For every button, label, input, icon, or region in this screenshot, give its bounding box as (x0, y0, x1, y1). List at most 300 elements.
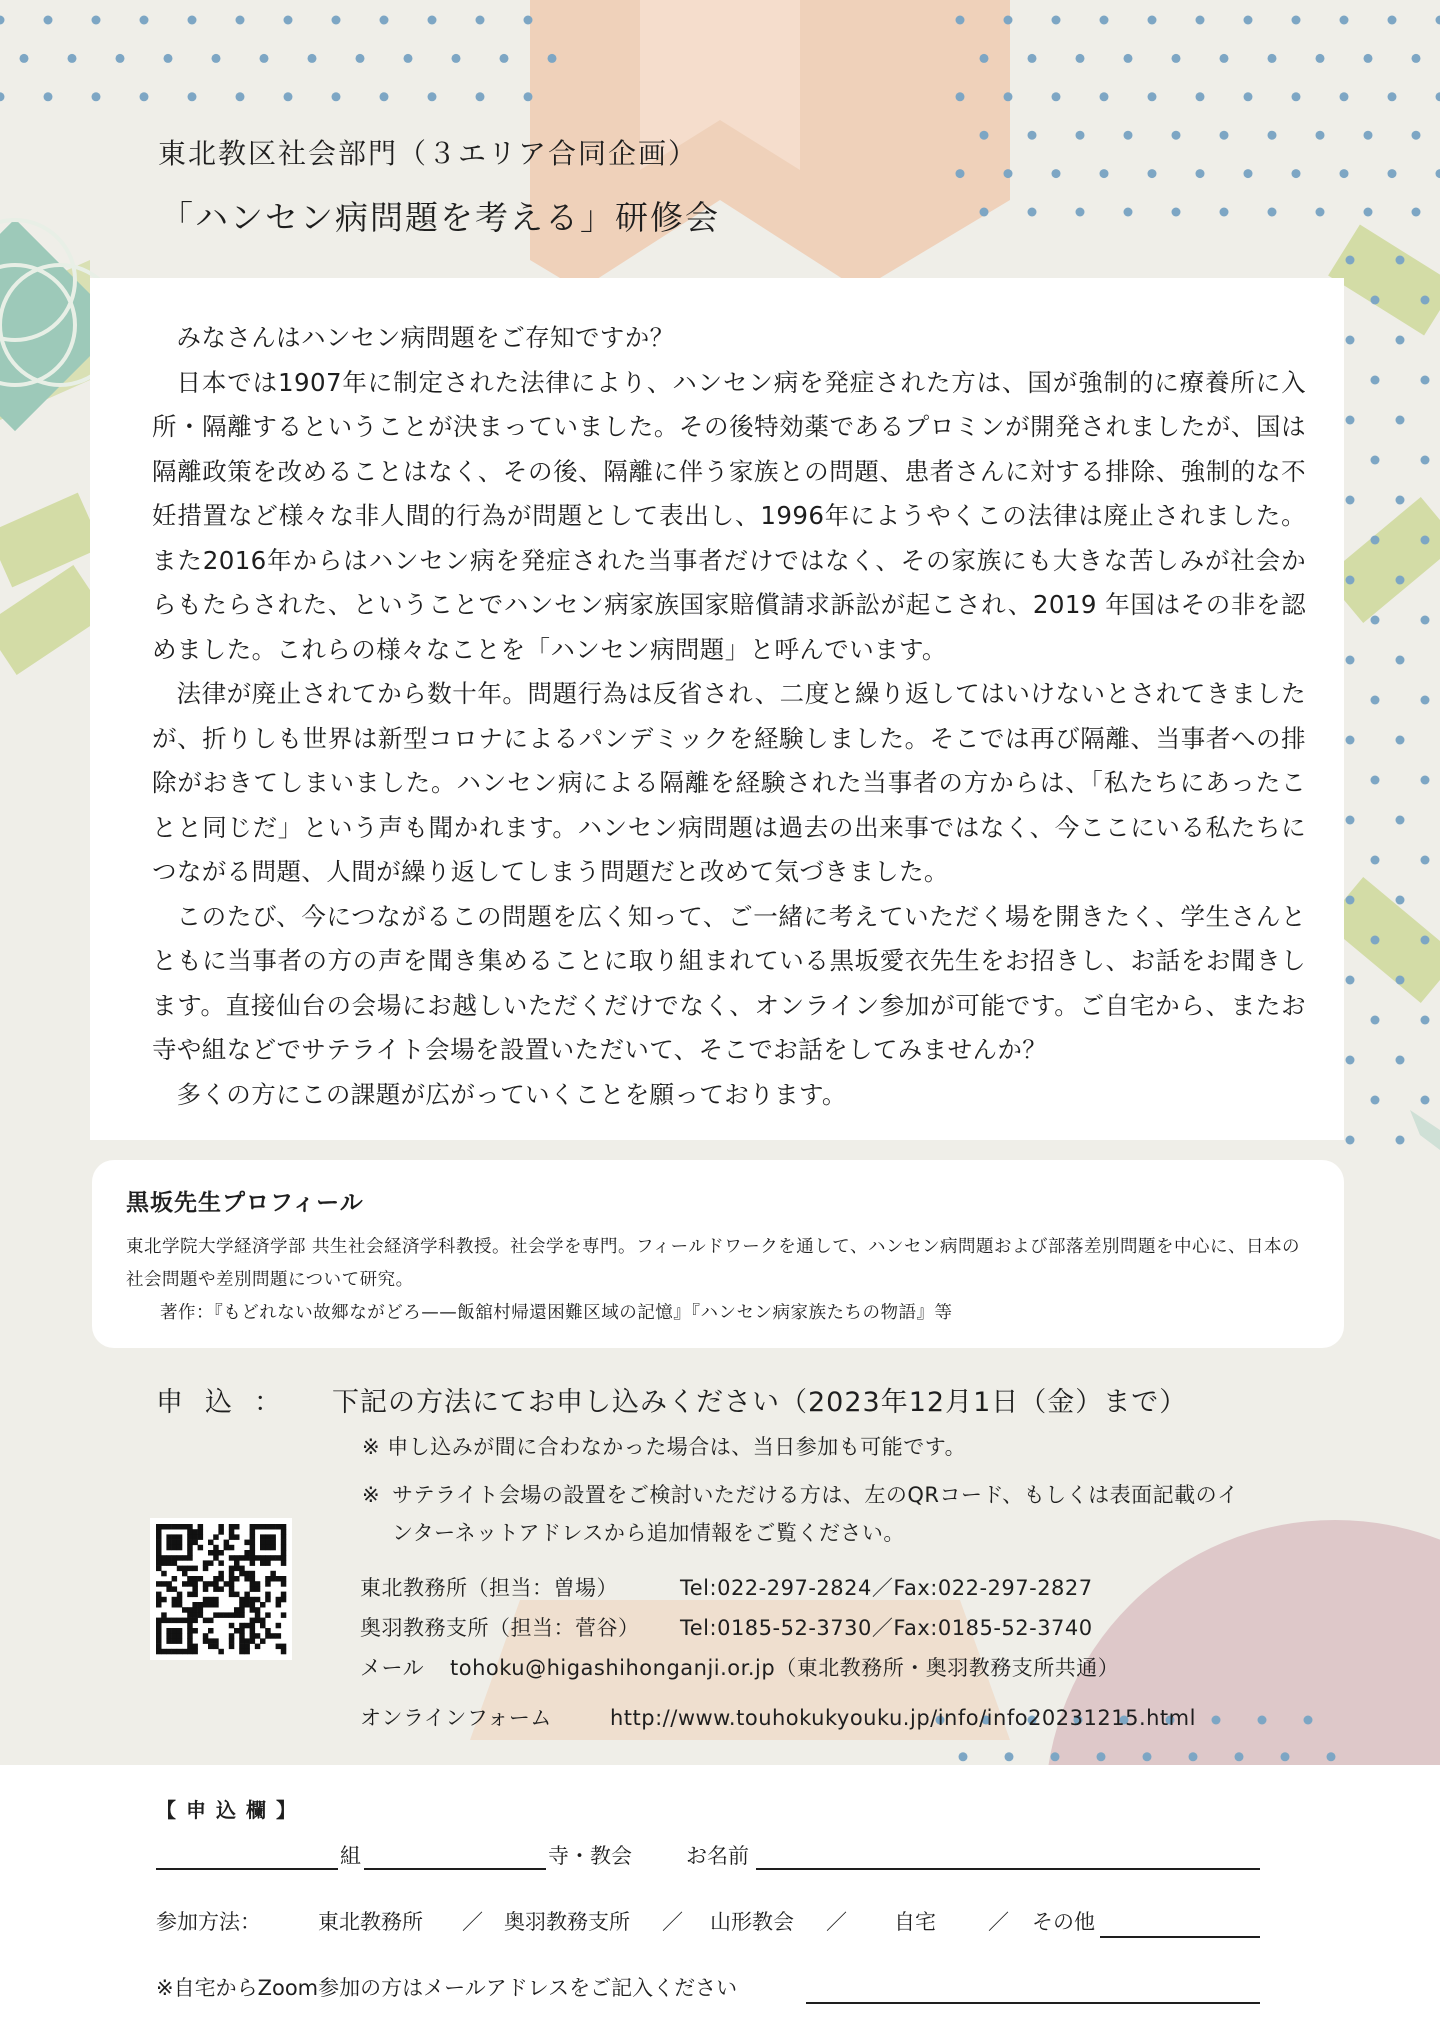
qr-module (239, 1644, 245, 1650)
decor-dot (956, 92, 965, 101)
qr-module (192, 1607, 198, 1613)
qr-module (239, 1555, 245, 1561)
decor-dot (1396, 896, 1405, 905)
qr-module (172, 1555, 178, 1561)
qr-module (182, 1618, 188, 1624)
qr-module (239, 1623, 245, 1629)
decor-dot (1396, 416, 1405, 425)
qr-module (172, 1524, 178, 1530)
qr-module (255, 1586, 260, 1592)
qr-module (234, 1612, 240, 1618)
decor-dot (1196, 92, 1205, 101)
method-separator: ／ (988, 1910, 1009, 1934)
decor-dot (980, 131, 989, 140)
qr-module (192, 1649, 198, 1655)
decor-dot (164, 54, 173, 63)
decor-dot (404, 54, 413, 63)
qr-module (192, 1628, 198, 1634)
qr-module (187, 1592, 193, 1598)
qr-module (156, 1540, 162, 1546)
qr-module (229, 1612, 235, 1618)
form-label: 【申込欄】 (156, 1798, 306, 1822)
qr-module (276, 1633, 282, 1639)
decor-dot (1346, 256, 1355, 265)
qr-module (156, 1597, 162, 1603)
method-other[interactable]: その他 (1032, 1910, 1095, 1934)
qr-module (244, 1602, 250, 1608)
method-home[interactable]: 自宅 (894, 1910, 936, 1934)
qr-module (281, 1644, 287, 1650)
decor-dot (980, 54, 989, 63)
satellite-note-line1: サテライト会場の設置をご検討いただける方は、左のQRコード、もしくは表面記載のイ (392, 1483, 1239, 1507)
kumi-field[interactable] (156, 1868, 338, 1870)
qr-module (265, 1612, 271, 1618)
decor-dot (260, 54, 269, 63)
application-label: 申込： (156, 1387, 303, 1418)
qr-module (239, 1602, 245, 1608)
decor-dot (548, 54, 557, 63)
decor-dot (1421, 856, 1430, 865)
qr-module (218, 1612, 224, 1618)
qr-module (177, 1540, 183, 1546)
decor-dot (1346, 1056, 1355, 1065)
qr-module (177, 1638, 183, 1644)
qr-module (255, 1597, 260, 1603)
qr-module (192, 1529, 198, 1535)
qr-module (172, 1602, 178, 1608)
email-link[interactable]: tohoku@higashihonganji.or.jp（東北教務所・奥羽教務支所共通） (450, 1656, 1120, 1680)
decor-dot (1172, 131, 1181, 140)
qr-module (192, 1534, 198, 1540)
qr-module (244, 1550, 250, 1556)
method-separator: ／ (662, 1910, 683, 1934)
qr-module (250, 1555, 256, 1561)
decor-dot (1097, 1752, 1106, 1761)
tera-field[interactable] (364, 1868, 546, 1870)
intro-paragraph: 日本では1907年に制定された法律により、ハンセン病を発症された方は、国が強制的に療養所に入所・隔離するということが決まっていました。その後特効薬であるプロミンが開発されましたが、国は隔離政策を改めることはなく、その後、隔離に伴う家族との問題、患者さんに対する排除、強制的な不妊措置など様々な非人間的行為が問題として表出し、1996年にようやくこの法律は廃止されました。また2016年からはハンセン病を発症された当事者だけではなく、その家族にも大きな苦しみが社会からもたらされた、ということでハンセン病家族国家賠償請求訴訟が起こされ、2019 年国はその非を認めました。これらの様々なことを「ハンセン病問題」と呼んでいます。 (152, 367, 1306, 664)
qr-module (172, 1534, 178, 1540)
method-yamagata[interactable]: 山形教会 (710, 1910, 794, 1934)
decor-dot (1421, 456, 1430, 465)
qr-module (250, 1576, 256, 1582)
intro-paragraph: みなさんはハンセン病問題をご存知ですか？ (176, 323, 675, 352)
qr-module (218, 1529, 224, 1535)
qr-module (244, 1623, 250, 1629)
decor-dot (1346, 896, 1355, 905)
qr-module (229, 1555, 235, 1561)
qr-module (198, 1534, 204, 1540)
email-field[interactable] (806, 2002, 1260, 2004)
qr-module (265, 1524, 271, 1530)
qr-module (239, 1571, 245, 1577)
qr-module (208, 1638, 214, 1644)
qr-module (198, 1607, 204, 1613)
decor-dot (1212, 1716, 1221, 1725)
qr-module (166, 1581, 172, 1587)
qr-module (156, 1644, 162, 1650)
qr-module (229, 1566, 235, 1572)
name-field[interactable] (756, 1868, 1260, 1870)
satellite-note (362, 1476, 1322, 1552)
name-label: お名前 (686, 1844, 749, 1868)
qr-code[interactable] (150, 1518, 292, 1660)
qr-module (229, 1534, 235, 1540)
qr-module (218, 1586, 224, 1592)
qr-module (265, 1545, 271, 1551)
qr-module (239, 1597, 245, 1603)
decor-dot (476, 16, 485, 25)
qr-module (234, 1607, 240, 1613)
qr-module (208, 1581, 214, 1587)
qr-module (270, 1576, 276, 1582)
decor-dot (1268, 54, 1277, 63)
qr-module (187, 1524, 193, 1530)
qr-module (250, 1602, 256, 1608)
qr-module (156, 1545, 162, 1551)
qr-module (172, 1628, 178, 1634)
decor-dot (1371, 1016, 1380, 1025)
decor-dot (1304, 1716, 1313, 1725)
qr-module (281, 1550, 287, 1556)
qr-module (161, 1597, 167, 1603)
decor-dot (1412, 208, 1421, 217)
decor-dot (1143, 1752, 1152, 1761)
qr-module (208, 1628, 214, 1634)
decor-dot (524, 92, 533, 101)
qr-module (156, 1560, 162, 1566)
qr-module (218, 1550, 224, 1556)
decor-dot (1028, 54, 1037, 63)
decor-dot (1268, 131, 1277, 140)
qr-module (203, 1638, 209, 1644)
qr-module (208, 1550, 214, 1556)
qr-module (166, 1628, 172, 1634)
decor-dot (140, 16, 149, 25)
qr-module (255, 1618, 260, 1624)
decor-dot (452, 54, 461, 63)
qr-module (229, 1586, 235, 1592)
decor-dot (1346, 816, 1355, 825)
decor-dot (44, 16, 53, 25)
qr-module (192, 1592, 198, 1598)
qr-module (182, 1524, 188, 1530)
qr-module (218, 1524, 224, 1530)
qr-module (229, 1571, 235, 1577)
qr-module (244, 1571, 250, 1577)
application-deadline: 下記の方法にてお申し込みください（2023年12月1日（金）まで） (332, 1387, 1188, 1418)
qr-module (239, 1607, 245, 1613)
decor-dot (1172, 208, 1181, 217)
qr-module (213, 1555, 219, 1561)
contact-name: 東北教務所（担当：曽場） (360, 1576, 618, 1600)
qr-module (187, 1633, 193, 1639)
qr-module (244, 1555, 250, 1561)
decor-dot (1421, 936, 1430, 945)
decor-dot (1148, 169, 1157, 178)
qr-module (198, 1602, 204, 1608)
qr-module (270, 1540, 276, 1546)
qr-module (250, 1540, 256, 1546)
qr-module (213, 1550, 219, 1556)
qr-module (276, 1602, 282, 1608)
qr-module (281, 1524, 287, 1530)
qr-module (250, 1571, 256, 1577)
decor-dot (1421, 1016, 1430, 1025)
decor-dot (1172, 54, 1181, 63)
qr-module (224, 1581, 230, 1587)
qr-module (250, 1529, 256, 1535)
decor-dot (1346, 496, 1355, 505)
decor-dot (1100, 169, 1109, 178)
method-label: 参加方法： (156, 1910, 261, 1934)
qr-module (208, 1540, 214, 1546)
decor-dot (1316, 208, 1325, 217)
other-field[interactable] (1100, 1936, 1260, 1938)
decor-dot (1148, 16, 1157, 25)
qr-module (172, 1618, 178, 1624)
qr-module (213, 1534, 219, 1540)
qr-module (281, 1534, 287, 1540)
contact-name: メール (360, 1656, 425, 1680)
method-separator: ／ (462, 1910, 483, 1934)
kumi-label: 組 (340, 1844, 361, 1868)
qr-module (229, 1592, 235, 1598)
qr-module (203, 1597, 209, 1603)
qr-module (213, 1545, 219, 1551)
decor-dot (140, 92, 149, 101)
qr-module (203, 1560, 209, 1566)
qr-module (234, 1566, 240, 1572)
decor-dot (1364, 54, 1373, 63)
decor-dot (1396, 496, 1405, 505)
decor-dot (92, 92, 101, 101)
qr-module (265, 1576, 271, 1582)
qr-module (213, 1612, 219, 1618)
qr-module (166, 1545, 172, 1551)
qr-module (192, 1581, 198, 1587)
qr-module (192, 1618, 198, 1624)
qr-module (260, 1623, 266, 1629)
qr-module (260, 1602, 266, 1608)
intro-paragraph: 法律が廃止されてから数十年。問題行為は反省され、二度と繰り返してはいけないとされてきましたが、折りしも世界は新型コロナによるパンデミックを経験しました。そこでは再び隔離、当事者への排除がおきてしまいました。ハンセン病による隔離を経験された当事者の方からは、「私たちにあったことと同じだ」という声も聞かれます。ハンセン病問題は過去の出来事ではなく、今ここにいる私たちにつながる問題、人間が繰り返してしまう問題だと改めて気づきました。 (152, 679, 1306, 886)
decor-dot (1346, 976, 1355, 985)
profile-card (92, 1160, 1344, 1348)
qr-module (244, 1644, 250, 1650)
qr-module (224, 1612, 230, 1618)
decor-dot (524, 16, 533, 25)
decor-dot (236, 92, 245, 101)
qr-module (208, 1597, 214, 1603)
qr-module (229, 1524, 235, 1530)
decor-dot (980, 208, 989, 217)
qr-module (276, 1623, 282, 1629)
qr-module (187, 1555, 193, 1561)
qr-module (213, 1581, 219, 1587)
decor-dot (188, 92, 197, 101)
qr-module (213, 1576, 219, 1582)
qr-module (218, 1576, 224, 1582)
qr-module (203, 1566, 209, 1572)
method-ou[interactable]: 奥羽教務支所 (504, 1910, 630, 1934)
qr-module (281, 1545, 287, 1551)
qr-module (156, 1524, 162, 1530)
decor-dot (1371, 296, 1380, 305)
qr-module (250, 1628, 256, 1634)
qr-module (172, 1560, 178, 1566)
qr-module (172, 1545, 178, 1551)
decor-dot (1235, 1752, 1244, 1761)
decor-dot (1371, 1096, 1380, 1105)
decor-dot (1346, 656, 1355, 665)
decor-dot (1346, 576, 1355, 585)
qr-module (203, 1581, 209, 1587)
decor-dot (1396, 1056, 1405, 1065)
qr-module (229, 1633, 235, 1639)
decor-dot (1371, 696, 1380, 705)
qr-module (156, 1534, 162, 1540)
decor-dot (380, 16, 389, 25)
qr-module (177, 1555, 183, 1561)
qr-module (166, 1534, 172, 1540)
qr-module (213, 1602, 219, 1608)
qr-module (156, 1618, 162, 1624)
qr-module (208, 1644, 214, 1650)
decor-dot (1396, 576, 1405, 585)
qr-module (203, 1602, 209, 1608)
decor-dot (308, 54, 317, 63)
decor-dot (116, 54, 125, 63)
decor-dot (1100, 92, 1109, 101)
qr-module (156, 1555, 162, 1561)
qr-module (250, 1550, 256, 1556)
qr-module (229, 1638, 235, 1644)
qr-module (244, 1649, 250, 1655)
decor-dot (1281, 1752, 1290, 1761)
qr-module (187, 1534, 193, 1540)
zoom-note: ※自宅からZoom参加の方はメールアドレスをご記入ください (156, 1976, 738, 2000)
qr-module (250, 1623, 256, 1629)
decor-dot (68, 54, 77, 63)
decor-dot (1052, 92, 1061, 101)
decor-dot (1244, 92, 1253, 101)
decor-dot (356, 54, 365, 63)
qr-module (270, 1633, 276, 1639)
contact-tohoku (360, 1572, 1093, 1602)
qr-module (166, 1560, 172, 1566)
decor-dot (1268, 208, 1277, 217)
qr-module (229, 1545, 235, 1551)
qr-module (161, 1649, 167, 1655)
qr-module (281, 1612, 287, 1618)
decor-dot (92, 16, 101, 25)
qr-module (276, 1524, 282, 1530)
decor-dot (1421, 696, 1430, 705)
decor-dot (1220, 208, 1229, 217)
decor-dot (1346, 1136, 1355, 1145)
qr-module (255, 1555, 260, 1561)
decor-dot (1340, 92, 1349, 101)
decor-dot (1371, 376, 1380, 385)
qr-module (156, 1633, 162, 1639)
qr-module (187, 1638, 193, 1644)
qr-module (166, 1555, 172, 1561)
decor-dot (428, 92, 437, 101)
qr-module (187, 1623, 193, 1629)
qr-module (229, 1576, 235, 1582)
qr-module (281, 1555, 287, 1561)
qr-module (166, 1524, 172, 1530)
decor-dot (1004, 16, 1013, 25)
method-tohoku[interactable]: 東北教務所 (318, 1910, 423, 1934)
qr-module (234, 1592, 240, 1598)
qr-module (244, 1638, 250, 1644)
qr-module (234, 1555, 240, 1561)
decor-dot (1346, 416, 1355, 425)
decor-dot (1028, 131, 1037, 140)
qr-module (281, 1597, 287, 1603)
qr-module (177, 1545, 183, 1551)
qr-module (229, 1581, 235, 1587)
online-form-link[interactable]: http://www.touhokukyouku.jp/info/info20231215.html (610, 1706, 1196, 1730)
qr-module (281, 1581, 287, 1587)
qr-module (198, 1576, 204, 1582)
qr-module (260, 1638, 266, 1644)
qr-module (172, 1649, 178, 1655)
qr-module (260, 1618, 266, 1624)
contact-value: Tel:0185-52-3730／Fax:0185-52-3740 (680, 1616, 1093, 1640)
qr-module (224, 1540, 230, 1546)
decor-dot (1396, 1136, 1405, 1145)
qr-module (208, 1560, 214, 1566)
decor-dot (1388, 169, 1397, 178)
qr-module (260, 1540, 266, 1546)
qr-module (234, 1560, 240, 1566)
qr-module (156, 1623, 162, 1629)
qr-module (255, 1581, 260, 1587)
qr-module (250, 1638, 256, 1644)
contact-value: Tel:022-297-2824／Fax:022-297-2827 (680, 1576, 1093, 1600)
qr-module (182, 1607, 188, 1613)
qr-module (182, 1581, 188, 1587)
decor-dot (1028, 208, 1037, 217)
decor-dot (1421, 296, 1430, 305)
profile-bio: 東北学院大学経済学部 共生社会経済学科教授。社会学を専門。フィールドワークを通して、ハンセン病問題および部落差別問題を中心に、日本の社会問題や差別問題について研究。 (126, 1237, 1300, 1290)
qr-module (187, 1529, 193, 1535)
qr-module (265, 1581, 271, 1587)
qr-module (244, 1540, 250, 1546)
qr-module (250, 1633, 256, 1639)
qr-module (192, 1612, 198, 1618)
qr-module (156, 1550, 162, 1556)
qr-module (270, 1524, 276, 1530)
qr-module (156, 1649, 162, 1655)
qr-module (172, 1540, 178, 1546)
decor-dot (1340, 16, 1349, 25)
decor-dot (1371, 616, 1380, 625)
decor-dot (44, 92, 53, 101)
qr-module (213, 1638, 219, 1644)
decor-dot (1220, 54, 1229, 63)
decor-dot (1396, 736, 1405, 745)
qr-module (250, 1560, 256, 1566)
qr-module (250, 1581, 256, 1587)
decor-dot (500, 54, 509, 63)
qr-module (281, 1592, 287, 1598)
qr-module (281, 1560, 287, 1566)
contact-online-form (360, 1702, 1196, 1732)
qr-module (187, 1628, 193, 1634)
decor-dot (1100, 16, 1109, 25)
